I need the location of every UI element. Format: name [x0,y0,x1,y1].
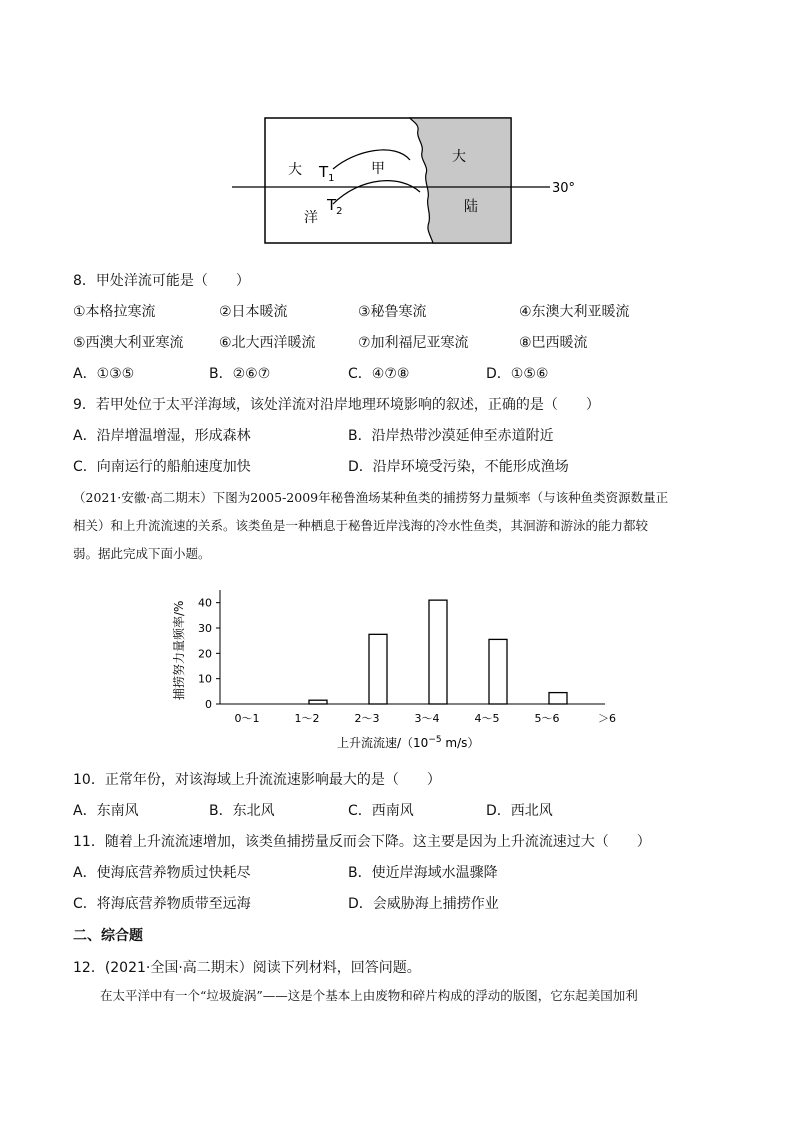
intro-line: （2021·安徽·高二期末）下图为2005-2009年秘鲁渔场某种鱼类的捕捞努力量频率（与该种鱼类资源数量正 [73,490,669,505]
chart-ylabel: 捕捞努力量频率/% [172,600,186,700]
q8-item: ⑦加利福尼亚寒流 [358,335,469,351]
q11-option-b: B．使近岸海域水温骤降 [348,865,498,881]
q11-option-c: C．将海底营养物质带至远海 [73,896,251,912]
q9-option-c: C．向南运行的船舶速度加快 [73,459,251,475]
x-category-label: 3～4 [414,712,440,725]
q11-option-a: A．使海底营养物质过快耗尽 [73,865,251,881]
q10-option-a: A．东南风 [73,803,139,819]
q10-option-d: D．西北风 [486,803,553,819]
t2-sub: 2 [336,206,343,217]
xlabel-exp: −5 [428,735,442,745]
y-tick-label: 10 [198,672,212,686]
q8-item: ③秘鲁寒流 [358,304,427,320]
map-label-jia: 甲 [371,161,385,177]
t1-sub: 1 [328,173,335,184]
q9-stem: 9．若甲处位于太平洋海域，该处洋流对沿岸地理环境影响的叙述，正确的是（ ） [73,397,600,413]
x-category-label: 1～2 [294,712,320,725]
intro-line: 相关）和上升流流速的关系。该类鱼是一种栖息于秘鲁近岸浅海的冷水性鱼类，其洄游和游泳的能力都较 [73,518,649,533]
x-category-label: 4～5 [474,712,500,725]
x-category-label: 5～6 [534,712,560,725]
map-latitude-label: 30° [552,181,576,196]
chart-bar [369,634,387,704]
section-title: 二、综合题 [73,928,143,944]
intro-paragraph [73,484,723,568]
q8-item: ④东澳大利亚暖流 [519,304,630,320]
chart-bar [429,600,447,704]
q8-option-c: C．④⑦⑧ [348,366,410,382]
q8-stem: 8．甲处洋流可能是（ ） [73,273,250,289]
q10-option-b: B．东北风 [209,803,275,819]
x-category-label: 0～1 [234,712,260,725]
ocean-current-map [230,112,576,247]
q8-option-a: A．①③⑤ [73,366,135,382]
chart-xlabel [337,735,479,750]
y-tick-label: 0 [205,698,212,711]
xlabel-main: 上升流流速/（10 [337,736,429,750]
q8-item: ⑤西澳大利亚寒流 [73,335,184,351]
y-tick-label: 40 [198,596,212,610]
q9-option-a: A．沿岸增温增湿，形成森林 [73,428,251,444]
chart-bar [489,639,507,704]
chart-bar [309,700,327,704]
q8-item: ①本格拉寒流 [73,304,156,320]
q8-option-b: B．②⑥⑦ [209,366,271,382]
x-category-label: 2～3 [354,712,380,725]
q12-material: 在太平洋中有一个“垃圾旋涡”——这是个基本上由废物和碎片构成的浮动的版图，它东起美国加利 [100,988,638,1003]
t1-letter: T [319,163,329,181]
x-category-label: ＞6 [598,712,616,725]
xlabel-unit: m/s） [441,736,480,750]
y-tick-label: 20 [198,647,212,661]
upwelling-bar-chart [165,582,635,757]
y-tick-label: 30 [198,622,212,635]
t2-letter: T [327,196,337,214]
q8-option-d: D．①⑤⑥ [486,366,549,382]
q9-option-b: B．沿岸热带沙漠延伸至赤道附近 [348,428,554,444]
map-label-da: 大 [288,162,302,178]
q12-stem: 12．(2021·全国·高二期末）阅读下列材料，回答问题。 [73,960,421,976]
q11-option-d: D．会威胁海上捕捞作业 [348,896,499,912]
q11-stem: 11．随着上升流流速增加，该类鱼捕捞量反而会下降。这主要是因为上升流流速过大（ ） [73,834,651,850]
map-label-yang: 洋 [304,210,318,226]
map-land-lu: 陆 [464,199,478,215]
map-land-da: 大 [452,149,466,165]
q8-item: ⑥北大西洋暖流 [219,335,316,351]
q8-item: ②日本暖流 [219,304,288,320]
q9-option-d: D．沿岸环境受污染，不能形成渔场 [348,459,569,475]
q10-option-c: C．西南风 [348,803,414,819]
chart-bar [549,693,567,704]
intro-line: 弱。据此完成下面小题。 [73,546,211,561]
q10-stem: 10．正常年份，对该海域上升流流速影响最大的是（ ） [73,772,441,788]
q8-item: ⑧巴西暖流 [519,335,588,351]
